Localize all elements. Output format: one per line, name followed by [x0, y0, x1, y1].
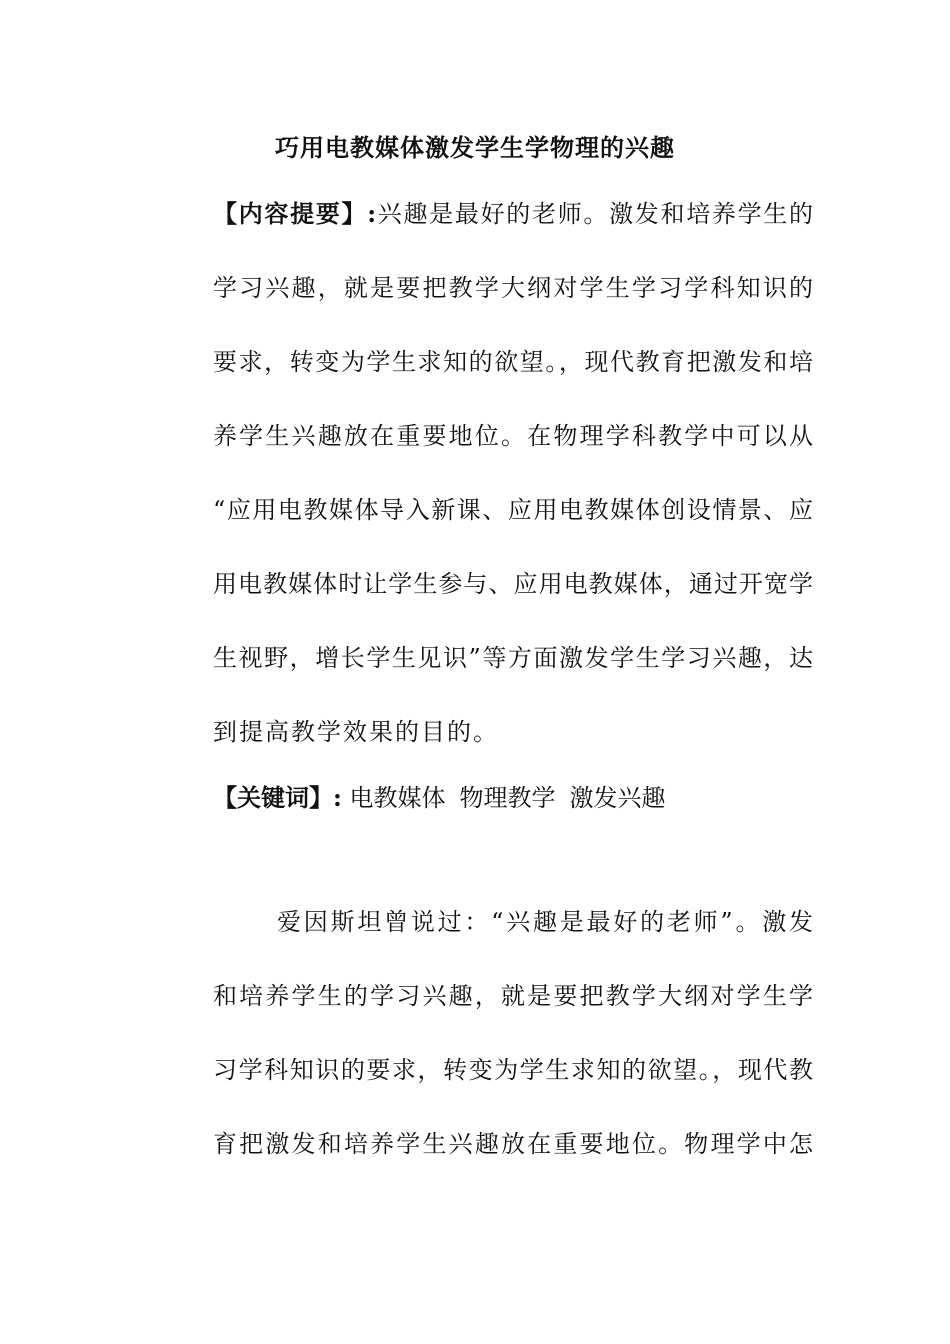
- body-line-1: 爱因斯坦曾说过：“兴趣是最好的老师”。激发: [277, 908, 813, 936]
- keywords-label: 【关键词】:: [213, 783, 342, 812]
- abstract-line-5: “应用电教媒体导入新课、应用电教媒体创设情景、应: [213, 496, 813, 524]
- abstract-text: 兴趣是最好的老师。激发和培养学生的: [376, 200, 814, 228]
- abstract-line-8: 到提高教学效果的目的。: [213, 718, 499, 746]
- abstract-line-1: [213, 194, 813, 234]
- abstract-label: 【内容提要】:: [213, 199, 377, 228]
- abstract-line-7: 生视野，增长学生见识”等方面激发学生学习兴趣，达: [213, 644, 813, 672]
- abstract-line-3: 要求，转变为学生求知的欲望。，现代教育把激发和培: [213, 348, 813, 376]
- body-line-2: 和培养学生的学习兴趣，就是要把教学大纲对学生学: [213, 982, 813, 1010]
- abstract-line-4: 养学生兴趣放在重要地位。在物理学科教学中可以从: [213, 422, 813, 450]
- abstract-line-6: 用电教媒体时让学生参与、应用电教媒体，通过开宽学: [213, 570, 813, 598]
- keywords-line: [213, 778, 813, 818]
- body-line-4: 育把激发和培养学生兴趣放在重要地位。物理学中怎: [213, 1130, 813, 1158]
- document-title: 巧用电教媒体激发学生学物理的兴趣: [275, 133, 675, 162]
- keyword-1: 电教媒体: [349, 784, 446, 812]
- keyword-2: 物理教学: [459, 784, 556, 812]
- body-line-3: 习学科知识的要求，转变为学生求知的欲望。，现代教: [213, 1056, 813, 1084]
- abstract-line-2: 学习兴趣，就是要把教学大纲对学生学习学科知识的: [213, 274, 813, 302]
- keyword-3: 激发兴趣: [569, 784, 666, 812]
